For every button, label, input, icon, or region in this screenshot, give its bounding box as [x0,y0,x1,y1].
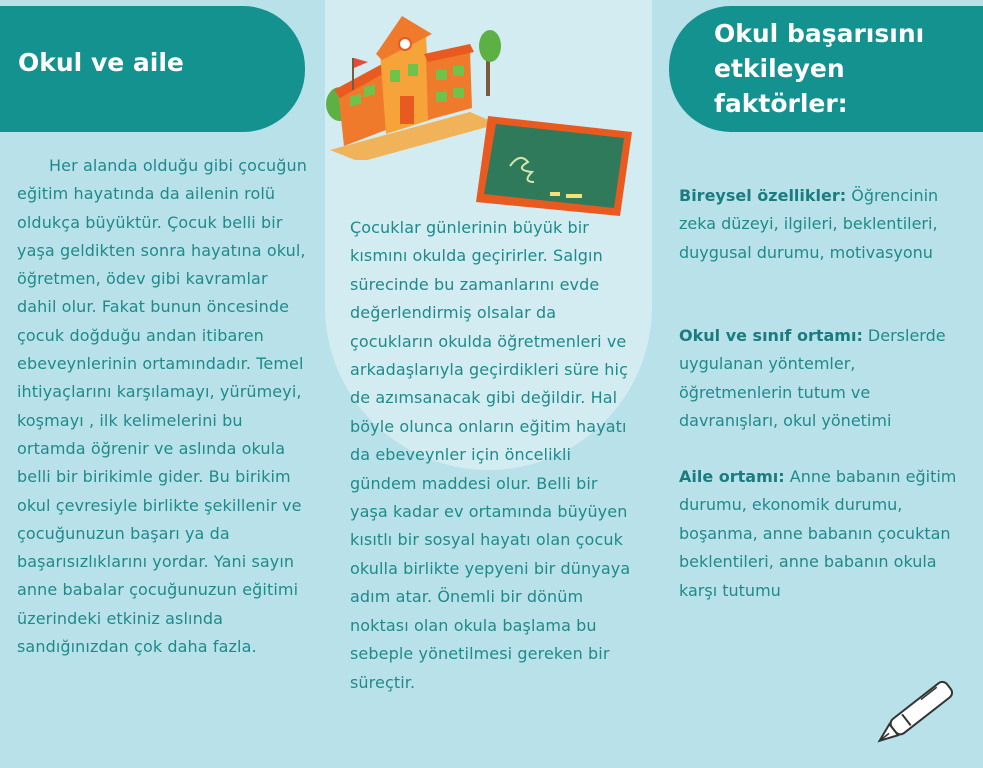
factor-item [679,463,959,605]
left-heading: Okul ve aile [18,48,184,77]
factor-label: Aile ortamı: [679,467,785,486]
left-paragraph: Her alanda olduğu gibi çocuğun eğitim hayatında da ailenin rolü oldukça büyüktür. Çocuk belli bir yaşa geldikten sonra hayatına okul, öğretmen, ödev gibi kavramlar dahil olur. Fakat bunun öncesinde çocuk doğduğu andan itibaren ebeveynlerinin ortamındadır. Temel ihtiyaçlarını karşılamayı, yürümeyi, koşmayı , ilk kelimelerini bu ortamda öğrenir ve aslında okula belli bir birikimle gider. Bu birikim okul çevresiyle birlikte şekillenir ve çocuğunuzun başarı ya da başarısızlıklarını yordar. Yani sayın anne babalar çocuğunuzun eğitimi üzerindeki etkiniz aslında sandığınızdan çok daha fazla. [17,156,307,657]
factor-text: Öğrencinin zeka düzeyi, ilgileri, beklentileri, duygusal durumu, motivasyonu [679,186,939,262]
right-heading: Okul başarısını etkileyen faktörler: [714,19,925,118]
chalkboard-icon [470,112,640,220]
factor-item [679,322,959,436]
factor-text: Derslerde uygulanan yöntemler, öğretmenlerin tutum ve davranışları, okul yönetimi [679,326,946,431]
fountain-pen-icon [858,664,980,760]
factor-item [679,182,959,267]
middle-paragraph: Çocuklar günlerinin büyük bir kısmını okulda geçirirler. Salgın sürecinde bu zamanlarını evde değerlendirmiş olsalar da çocukların okulda öğretmenleri ve arkadaşlarıyla geçirdikleri süre hiç de azımsanacak gibi değildir. Hal böyle olunca onların eğitim hayatı da ebeveynler için öncelikli gündem maddesi olur. Belli bir yaşa kadar ev ortamında büyüyen kısıtlı bir sosyal hayatı olan çocuk okulla birlikte yepyeni bir dünyaya adım atar. Önemli bir dönüm noktası olan okula başlama bu sebeple yönetilmesi gereken bir süreçtir. [350,218,631,692]
factor-label: Okul ve sınıf ortamı: [679,326,863,345]
factor-text: Anne babanın eğitim durumu, ekonomik durumu, boşanma, anne babanın çocuktan beklentileri, anne babanın okula karşı tutumu [679,467,957,600]
factor-label: Bireysel özellikler: [679,186,847,205]
